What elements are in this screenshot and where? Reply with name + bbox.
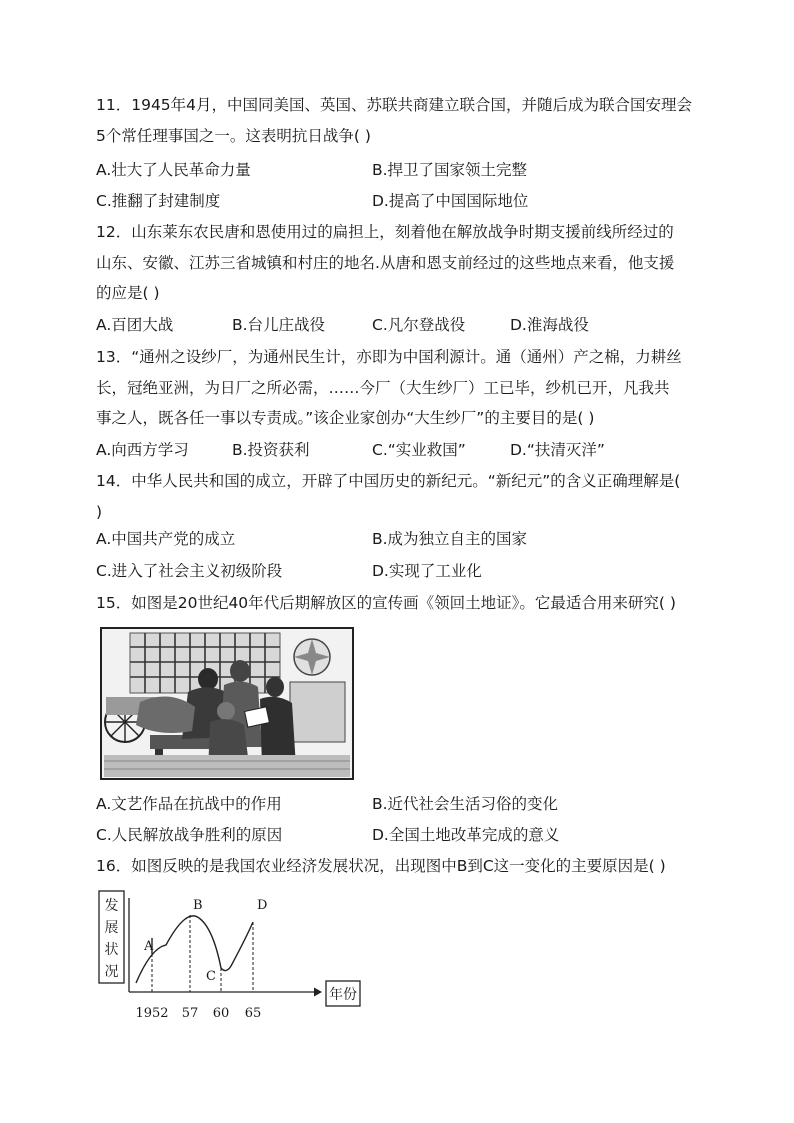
tick-57: 57 xyxy=(181,1006,199,1021)
q15-stem-line1: 15．如图是20世纪40年代后期解放区的宣传画《领回土地证》。它最适合用来研究( ) xyxy=(96,594,676,612)
q14-stem-line1: 14．中华人民共和国的成立，开辟了中国历史的新纪元。“新纪元”的含义正确理解是( xyxy=(96,472,681,490)
propaganda-painting-image xyxy=(100,627,354,780)
question-11-stem xyxy=(96,90,698,151)
q11-option-b: B.捍卫了国家领土完整 xyxy=(372,161,528,179)
q13-option-a: A.向西方学习 xyxy=(96,441,189,459)
q11-stem-line1: 11．1945年4月，中国同美国、英国、苏联共商建立联合国，并随后成为联合国安理会 xyxy=(96,96,693,114)
point-d-label: D xyxy=(257,898,268,913)
q12-options xyxy=(96,310,698,340)
point-a-label: A xyxy=(144,939,154,954)
q15-option-d: D.全国土地改革完成的意义 xyxy=(372,826,560,844)
q12-option-c: C.凡尔登战役 xyxy=(372,316,466,334)
question-15-stem xyxy=(96,588,698,619)
q14-option-b: B.成为独立自主的国家 xyxy=(372,530,528,548)
q11-stem-line2: 5个常任理事国之一。这表明抗日战争( ) xyxy=(96,126,371,145)
q11-option-d: D.提高了中国国际地位 xyxy=(372,192,529,210)
q15-option-b: B.近代社会生活习俗的变化 xyxy=(372,795,559,813)
question-16-stem xyxy=(96,851,698,882)
q15-option-c: C.人民解放战争胜利的原因 xyxy=(96,826,283,844)
question-12-stem xyxy=(96,217,698,309)
point-c-label: C xyxy=(206,969,216,984)
y-label-char-1: 发 xyxy=(104,898,119,914)
x-label: 年份 xyxy=(329,987,357,1003)
q16-stem-line1: 16．如图反映的是我国农业经济发展状况，出现图中B到C这一变化的主要原因是( ) xyxy=(96,857,666,875)
y-label-char-4: 况 xyxy=(104,964,119,980)
q13-option-d: D.“扶清灭洋” xyxy=(510,441,605,459)
q13-stem-line1: 13．“通州之设纱厂，为通州民生计，亦即为中国利源计。通（通州）产之棉，力耕丝 xyxy=(96,348,682,366)
q13-stem-line2: 长，冠绝亚洲，为日厂之所必需，……今厂（大生纱厂）工已毕，纱机已开，凡我共 xyxy=(96,378,670,397)
q13-option-c: C.“实业救国” xyxy=(372,441,466,459)
q14-option-a: A.中国共产党的成立 xyxy=(96,530,236,548)
q13-stem-line3: 事之人，既各任一事以专责成。”该企业家创办“大生纱厂”的主要目的是( ) xyxy=(96,409,595,427)
question-13-stem xyxy=(96,342,698,434)
q14-stem-line2: ) xyxy=(96,502,103,521)
tick-65: 65 xyxy=(244,1006,262,1021)
q11-option-c: C.推翻了封建制度 xyxy=(96,192,221,210)
q12-stem-line2: 山东、安徽、江苏三省城镇和村庄的地名.从唐和恩支前经过的这些地点来看，他支援 xyxy=(96,253,675,272)
point-b-label: B xyxy=(193,898,203,913)
trend-curve xyxy=(136,916,253,983)
q15-option-a: A.文艺作品在抗战中的作用 xyxy=(96,795,282,813)
q12-option-b: B.台儿庄战役 xyxy=(232,316,326,334)
q14-option-d: D.实现了工业化 xyxy=(372,562,482,580)
tick-60: 60 xyxy=(212,1006,230,1021)
y-label-char-3: 状 xyxy=(104,942,119,958)
x-axis-arrow xyxy=(314,988,322,997)
q12-stem-line3: 的应是( ) xyxy=(96,284,160,302)
tick-1952: 1952 xyxy=(135,1006,169,1021)
q11-option-a: A.壮大了人民革命力量 xyxy=(96,161,251,179)
q13-options xyxy=(96,435,698,465)
y-label-char-2: 展 xyxy=(104,920,119,936)
q12-stem-line1: 12．山东莱东农民唐和恩使用过的扁担上，刻着他在解放战争时期支援前线所经过的 xyxy=(96,223,674,241)
q13-option-b: B.投资获利 xyxy=(232,441,310,459)
agriculture-trend-graph xyxy=(96,888,366,1023)
question-14-stem xyxy=(96,466,698,527)
q12-option-d: D.淮海战役 xyxy=(510,316,589,334)
q14-option-c: C.进入了社会主义初级阶段 xyxy=(96,562,283,580)
q12-option-a: A.百团大战 xyxy=(96,316,174,334)
